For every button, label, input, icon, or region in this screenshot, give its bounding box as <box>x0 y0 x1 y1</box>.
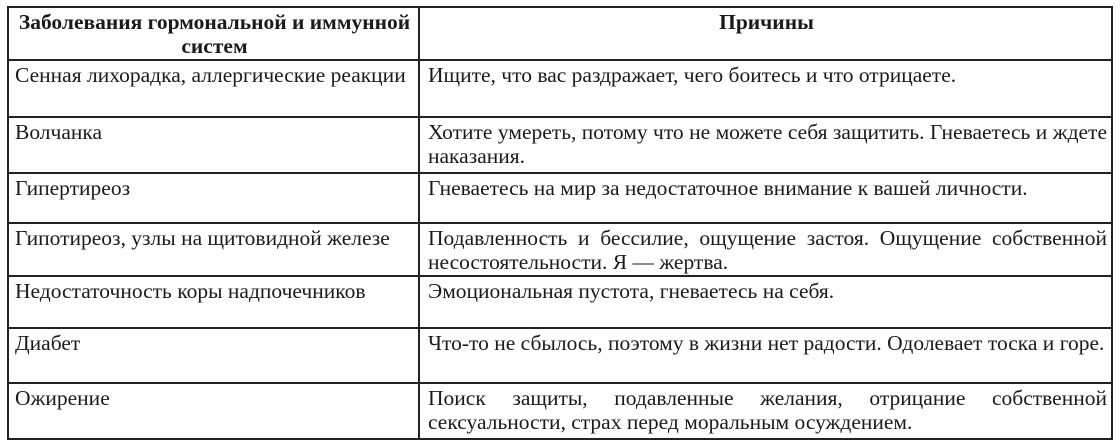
cause-cell: Эмоциональная пустота, гневаетесь на себя. <box>419 276 1112 328</box>
disease-cell: Гипертиреоз <box>8 173 419 223</box>
cause-cell: Ищите, что вас раздражает, чего боитесь и что отрицаете. <box>419 60 1112 117</box>
disease-cell: Ожирение <box>8 383 419 439</box>
disease-cell: Недостаточность коры надпочечников <box>8 276 419 328</box>
table-row <box>8 117 1112 173</box>
table-header-row <box>8 7 1112 60</box>
table-row <box>8 328 1112 383</box>
disease-cell: Волчанка <box>8 117 419 173</box>
table-row <box>8 276 1112 328</box>
cause-cell: Поиск защиты, подавленные желания, отрицание собственной сексуальности, страх перед моральным осуждением. <box>419 383 1112 439</box>
disease-cell: Диабет <box>8 328 419 383</box>
cause-cell: Хотите умереть, потому что не можете себя защитить. Гневаетесь и ждете наказания. <box>419 117 1112 173</box>
cause-cell: Что-то не сбылось, поэтому в жизни нет радости. Одолевает тоска и горе. <box>419 328 1112 383</box>
disease-cell: Гипотиреоз, узлы на щитовидной железе <box>8 223 419 276</box>
table-row <box>8 60 1112 117</box>
diseases-causes-table <box>7 6 1113 440</box>
table-row <box>8 173 1112 223</box>
header-diseases: Заболевания гормональной и иммунной систем <box>8 7 419 60</box>
cause-cell: Гневаетесь на мир за недостаточное внимание к вашей личности. <box>419 173 1112 223</box>
header-causes: Причины <box>419 7 1112 60</box>
table-row <box>8 223 1112 276</box>
cause-cell: Подавленность и бессилие, ощущение застоя. Ощущение собственной несостоятельности. Я — жертва. <box>419 223 1112 276</box>
disease-cell: Сенная лихорадка, аллергические реакции <box>8 60 419 117</box>
table-row <box>8 383 1112 439</box>
